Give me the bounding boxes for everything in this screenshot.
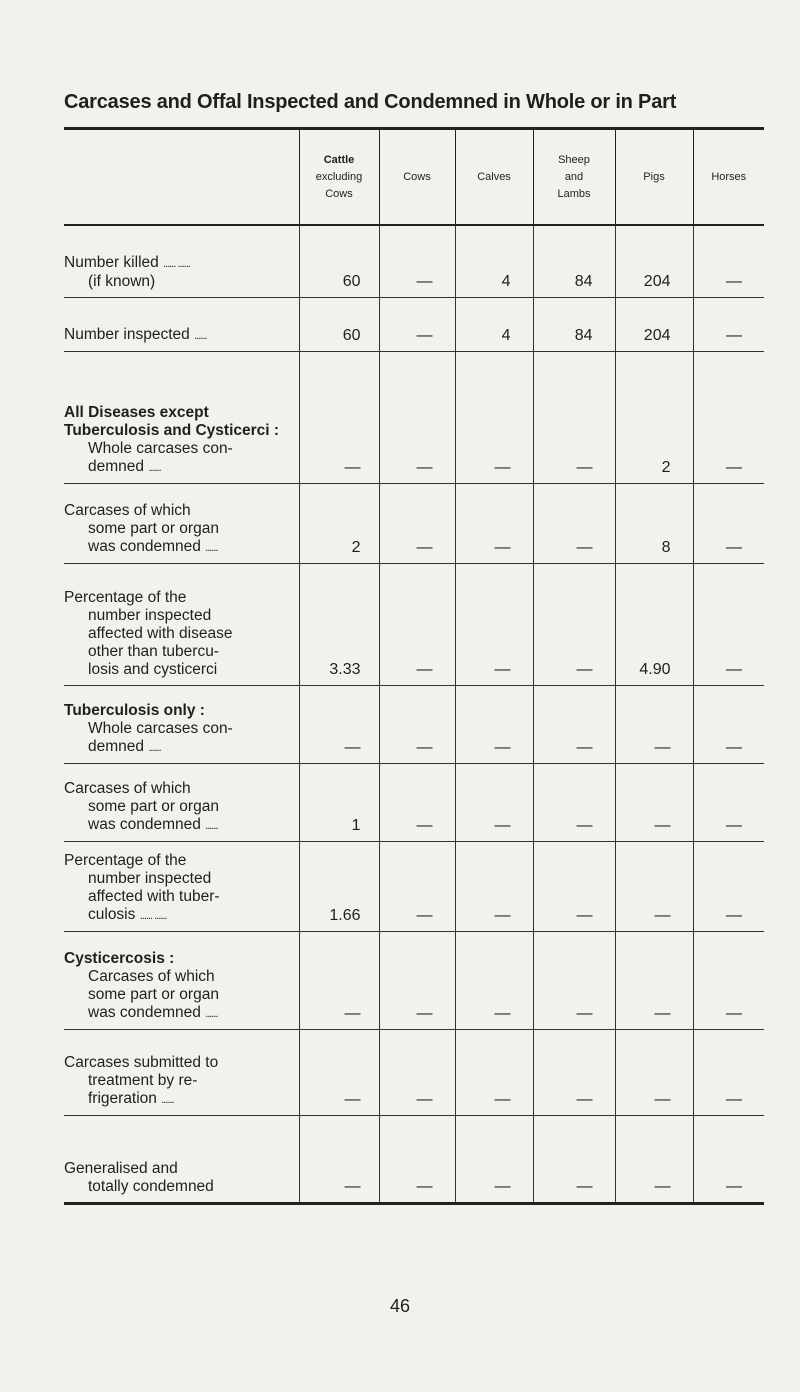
cell-cows: — bbox=[379, 1029, 455, 1115]
table-row bbox=[64, 297, 764, 351]
cell-sheep: — bbox=[533, 1029, 615, 1115]
inspection-table bbox=[64, 127, 764, 1205]
cell-sheep: 84 bbox=[533, 225, 615, 297]
leader-dots: ...... bbox=[205, 819, 218, 832]
section-heading: Tuberculosis only : bbox=[64, 701, 205, 719]
cell-pigs: — bbox=[615, 841, 693, 931]
leader-dots: ...... bbox=[205, 541, 218, 554]
leader-dots: ...... ...... bbox=[139, 909, 167, 922]
label-text: was condemned bbox=[88, 1003, 201, 1021]
cell-sheep: — bbox=[533, 351, 615, 483]
cell-horses: — bbox=[693, 225, 764, 297]
cell-pigs: 204 bbox=[615, 225, 693, 297]
cell-horses: — bbox=[693, 841, 764, 931]
cell-horses: — bbox=[693, 763, 764, 841]
label-text: Generalised and bbox=[64, 1159, 178, 1177]
label-text: affected with tuber- bbox=[88, 887, 220, 905]
table-row bbox=[64, 563, 764, 685]
cell-horses: — bbox=[693, 297, 764, 351]
row-label bbox=[64, 1115, 299, 1203]
cell-sheep: — bbox=[533, 563, 615, 685]
label-text: some part or organ bbox=[88, 519, 219, 537]
row-label bbox=[64, 841, 299, 931]
row-label-line bbox=[64, 273, 295, 291]
cell-sheep: — bbox=[533, 841, 615, 931]
label-text: Number inspected bbox=[64, 325, 190, 343]
cell-sheep: — bbox=[533, 1115, 615, 1203]
row-label-line bbox=[64, 589, 295, 607]
leader-dots: ...... bbox=[205, 1007, 218, 1020]
header-pigs: Pigs bbox=[615, 129, 693, 226]
row-label-line bbox=[64, 968, 295, 986]
cell-cattle: 1 bbox=[299, 763, 379, 841]
cell-cattle: 1.66 bbox=[299, 841, 379, 931]
row-label bbox=[64, 225, 299, 297]
table-row bbox=[64, 763, 764, 841]
row-label bbox=[64, 563, 299, 685]
row-label-line bbox=[64, 738, 295, 757]
table-row bbox=[64, 351, 764, 483]
label-text: Number killed bbox=[64, 253, 159, 271]
label-text: Whole carcases con- bbox=[88, 719, 233, 737]
leader-dots: ...... bbox=[161, 1093, 174, 1106]
cell-horses: — bbox=[693, 685, 764, 763]
cell-calves: — bbox=[455, 685, 533, 763]
row-label-line bbox=[64, 607, 295, 625]
cell-cattle: — bbox=[299, 351, 379, 483]
row-label-line bbox=[64, 458, 295, 477]
label-text: affected with disease bbox=[88, 624, 233, 642]
header-horses: Horses bbox=[693, 129, 764, 226]
table-row bbox=[64, 1115, 764, 1203]
row-label-line bbox=[64, 502, 295, 520]
cell-cows: — bbox=[379, 841, 455, 931]
row-label-line bbox=[64, 870, 295, 888]
label-text: Percentage of the bbox=[64, 588, 187, 606]
table-row bbox=[64, 685, 764, 763]
row-label-line bbox=[64, 254, 295, 273]
row-label bbox=[64, 763, 299, 841]
cell-cattle: 3.33 bbox=[299, 563, 379, 685]
row-label-line bbox=[64, 888, 295, 906]
cell-horses: — bbox=[693, 1029, 764, 1115]
cell-cows: — bbox=[379, 351, 455, 483]
cell-calves: — bbox=[455, 1115, 533, 1203]
cell-calves: — bbox=[455, 351, 533, 483]
cell-calves: — bbox=[455, 1029, 533, 1115]
cell-cattle: 2 bbox=[299, 483, 379, 563]
row-label-line bbox=[64, 440, 295, 458]
cell-cows: — bbox=[379, 931, 455, 1029]
cell-pigs: — bbox=[615, 763, 693, 841]
row-label-line bbox=[64, 1178, 295, 1196]
section-heading: All Diseases except Tuberculosis and Cysticerci : bbox=[64, 403, 280, 439]
row-label-line bbox=[64, 538, 295, 557]
cell-pigs: 8 bbox=[615, 483, 693, 563]
label-text: demned bbox=[88, 737, 145, 755]
label-text: was condemned bbox=[88, 815, 201, 833]
row-label-line bbox=[64, 1054, 295, 1072]
cell-calves: 4 bbox=[455, 225, 533, 297]
cell-calves: — bbox=[455, 763, 533, 841]
cell-sheep: — bbox=[533, 685, 615, 763]
row-label-line bbox=[64, 661, 295, 679]
cell-sheep: — bbox=[533, 483, 615, 563]
label-text: treatment by re- bbox=[88, 1071, 198, 1089]
cell-horses: — bbox=[693, 563, 764, 685]
header-row bbox=[64, 129, 764, 226]
leader-dots: ...... bbox=[148, 461, 161, 474]
row-label-line bbox=[64, 1160, 295, 1178]
table-row bbox=[64, 931, 764, 1029]
header-sheep-line3: Lambs bbox=[557, 187, 591, 200]
row-label-line bbox=[64, 798, 295, 816]
header-sheep bbox=[533, 129, 615, 226]
cell-calves: 4 bbox=[455, 297, 533, 351]
cell-calves: — bbox=[455, 931, 533, 1029]
cell-cows: — bbox=[379, 297, 455, 351]
cell-pigs: 204 bbox=[615, 297, 693, 351]
page-title: Carcases and Offal Inspected and Condemned in Whole or in Part bbox=[64, 91, 677, 113]
label-text: number inspected bbox=[88, 869, 212, 887]
label-text: losis and cysticerci bbox=[88, 660, 218, 678]
cell-horses: — bbox=[693, 351, 764, 483]
cell-cows: — bbox=[379, 763, 455, 841]
row-label bbox=[64, 685, 299, 763]
header-cattle-line2: excluding bbox=[315, 170, 363, 183]
table-row bbox=[64, 841, 764, 931]
row-label-line bbox=[64, 643, 295, 661]
row-label-line bbox=[64, 326, 295, 345]
table-row bbox=[64, 1029, 764, 1115]
row-label-line bbox=[64, 906, 295, 925]
cell-cows: — bbox=[379, 225, 455, 297]
header-sheep-line2: and bbox=[564, 170, 584, 183]
cell-pigs: — bbox=[615, 685, 693, 763]
cell-horses: — bbox=[693, 1115, 764, 1203]
header-cattle bbox=[299, 129, 379, 226]
row-label-line bbox=[64, 1090, 295, 1109]
header-cows: Cows bbox=[379, 129, 455, 226]
cell-cattle: — bbox=[299, 931, 379, 1029]
cell-cattle: — bbox=[299, 685, 379, 763]
header-cattle-line1: Cattle bbox=[323, 153, 355, 166]
table-row bbox=[64, 225, 764, 297]
row-label-line bbox=[64, 816, 295, 835]
row-label-line bbox=[64, 1072, 295, 1090]
leader-dots: ...... ...... bbox=[163, 257, 190, 270]
cell-cattle: — bbox=[299, 1115, 379, 1203]
section-heading: Cysticercosis : bbox=[64, 949, 175, 967]
cell-sheep: 84 bbox=[533, 297, 615, 351]
header-blank bbox=[64, 129, 299, 226]
row-label-line bbox=[64, 520, 295, 538]
cell-calves: — bbox=[455, 483, 533, 563]
label-text: was condemned bbox=[88, 537, 201, 555]
row-label-line bbox=[64, 1004, 295, 1023]
row-label bbox=[64, 297, 299, 351]
cell-pigs: 4.90 bbox=[615, 563, 693, 685]
row-label-line bbox=[64, 625, 295, 643]
label-text: totally condemned bbox=[88, 1177, 214, 1195]
label-text: frigeration bbox=[88, 1089, 157, 1107]
row-label bbox=[64, 483, 299, 563]
label-text: Carcases of which bbox=[88, 967, 215, 985]
cell-cattle: — bbox=[299, 1029, 379, 1115]
header-calves: Calves bbox=[455, 129, 533, 226]
row-label-line bbox=[64, 852, 295, 870]
label-text: Whole carcases con- bbox=[88, 439, 233, 457]
table-body bbox=[64, 225, 764, 1203]
table-row bbox=[64, 483, 764, 563]
leader-dots: ...... bbox=[194, 329, 207, 342]
label-text: Carcases of which bbox=[64, 501, 191, 519]
cell-horses: — bbox=[693, 483, 764, 563]
label-text: some part or organ bbox=[88, 797, 219, 815]
label-text: other than tubercu- bbox=[88, 642, 219, 660]
cell-cows: — bbox=[379, 685, 455, 763]
cell-pigs: 2 bbox=[615, 351, 693, 483]
label-text: demned bbox=[88, 457, 145, 475]
cell-sheep: — bbox=[533, 931, 615, 1029]
row-label-line bbox=[64, 780, 295, 798]
label-text: Carcases submitted to bbox=[64, 1053, 219, 1071]
cell-pigs: — bbox=[615, 1115, 693, 1203]
cell-cattle: 60 bbox=[299, 297, 379, 351]
page-number: 46 bbox=[389, 1296, 411, 1316]
cell-pigs: — bbox=[615, 1029, 693, 1115]
row-label-line bbox=[64, 720, 295, 738]
cell-pigs: — bbox=[615, 931, 693, 1029]
cell-cattle: 60 bbox=[299, 225, 379, 297]
cell-cows: — bbox=[379, 483, 455, 563]
header-cattle-line3: Cows bbox=[325, 187, 353, 200]
label-text: Percentage of the bbox=[64, 851, 187, 869]
row-label-line bbox=[64, 986, 295, 1004]
header-sheep-line1: Sheep bbox=[558, 153, 590, 166]
cell-sheep: — bbox=[533, 763, 615, 841]
row-label bbox=[64, 1029, 299, 1115]
label-text: number inspected bbox=[88, 606, 212, 624]
cell-calves: — bbox=[455, 841, 533, 931]
label-text: (if known) bbox=[88, 272, 156, 290]
cell-calves: — bbox=[455, 563, 533, 685]
row-label bbox=[64, 351, 299, 483]
label-text: some part or organ bbox=[88, 985, 219, 1003]
cell-cows: — bbox=[379, 563, 455, 685]
leader-dots: ...... bbox=[148, 741, 161, 754]
cell-cows: — bbox=[379, 1115, 455, 1203]
label-text: Carcases of which bbox=[64, 779, 191, 797]
cell-horses: — bbox=[693, 931, 764, 1029]
label-text: culosis bbox=[88, 905, 136, 923]
row-label bbox=[64, 931, 299, 1029]
